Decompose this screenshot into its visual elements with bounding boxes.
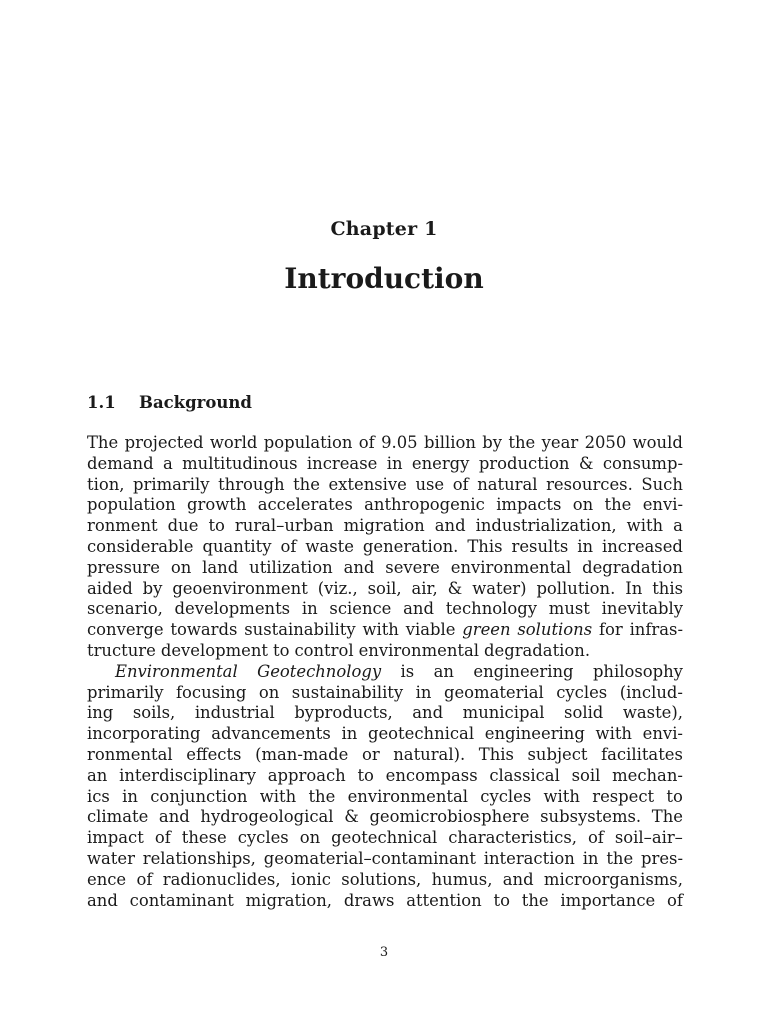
- chapter-title: Introduction: [284, 262, 484, 295]
- text-line: climate and hydrogeological & geomicrobiosphere subsystems. The: [87, 807, 683, 827]
- text-line: Environmental Geotechnology is an engineering philosophy: [115, 661, 683, 681]
- text-line: primarily focusing on sustainability in geomaterial cycles (includ-: [87, 682, 683, 702]
- text-line: incorporating advancements in geotechnical engineering with envi-: [87, 724, 683, 744]
- text-line: pressure on land utilization and severe environmental degradation: [87, 557, 683, 577]
- text-line: converge towards sustainability with viable green solutions for infras-: [87, 620, 683, 640]
- section-title: Background: [139, 393, 252, 412]
- text-line: ence of radionuclides, ionic solutions, humus, and microorganisms,: [87, 869, 683, 889]
- text-line: ronmental effects (man-made or natural). This subject facilitates: [87, 744, 683, 764]
- text-line: The projected world population of 9.05 billion by the year 2050 would: [87, 433, 683, 452]
- text-line: scenario, developments in science and technology must inevitably: [87, 599, 683, 619]
- text-line: impact of these cycles on geotechnical characteristics, of soil–air–: [87, 828, 683, 848]
- text-line: tructure development to control environmental degradation.: [87, 640, 591, 660]
- text-line: an interdisciplinary approach to encompass classical soil mechan-: [87, 765, 683, 785]
- text-line: population growth accelerates anthropogenic impacts on the envi-: [87, 495, 683, 515]
- text-line: considerable quantity of waste generation. This results in increased: [87, 536, 683, 556]
- text-line: ics in conjunction with the environmental cycles with respect to: [87, 786, 683, 806]
- text-line: water relationships, geomaterial–contaminant interaction in the pres-: [87, 848, 683, 868]
- text-line: and contaminant migration, draws attention to the importance of: [87, 890, 683, 910]
- text-line: aided by geoenvironment (viz., soil, air, & water) pollution. In this: [87, 578, 683, 598]
- section-heading: [87, 393, 252, 412]
- section-number: 1.1: [87, 393, 116, 412]
- page-number: 3: [379, 945, 389, 960]
- text-line: tion, primarily through the extensive use of natural resources. Such: [87, 474, 683, 494]
- paragraph-1: [87, 433, 683, 662]
- paragraph-2: [87, 662, 683, 912]
- text-line: ronment due to rural–urban migration and industrialization, with a: [87, 516, 683, 536]
- chapter-label: Chapter 1: [330, 218, 438, 240]
- body-text: [87, 433, 683, 911]
- text-line: demand a multitudinous increase in energy production & consump-: [87, 453, 683, 473]
- text-line: ing soils, industrial byproducts, and municipal solid waste),: [87, 703, 683, 723]
